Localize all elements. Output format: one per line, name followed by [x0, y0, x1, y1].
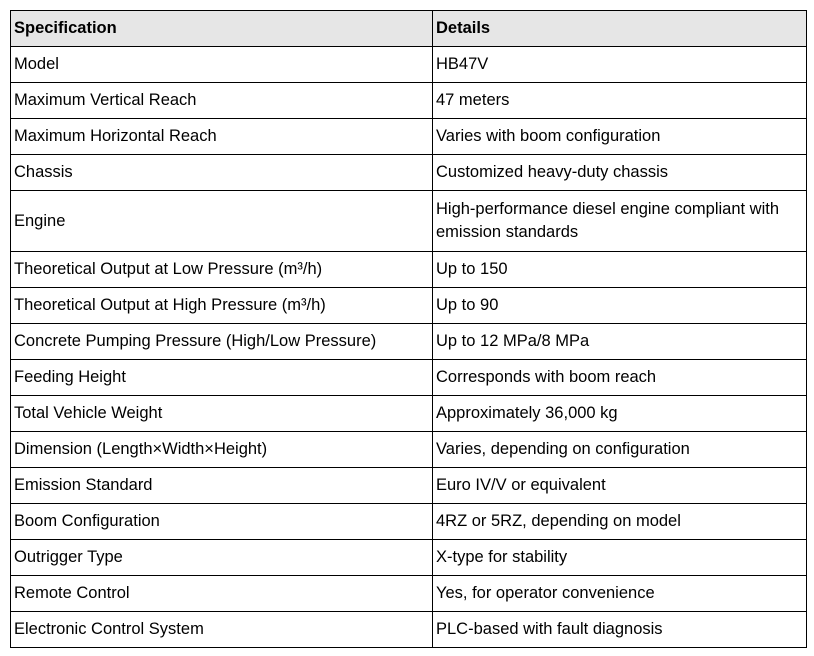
- table-row: [11, 191, 807, 252]
- spec-table: [10, 10, 807, 648]
- spec-detail-cell: High-performance diesel engine compliant with emission standards: [433, 191, 807, 252]
- spec-detail-cell: Up to 90: [433, 288, 807, 324]
- spec-detail-cell: Up to 12 MPa/8 MPa: [433, 324, 807, 360]
- spec-name-cell: Maximum Horizontal Reach: [11, 119, 433, 155]
- table-row: [11, 360, 807, 396]
- spec-detail-cell: Euro IV/V or equivalent: [433, 468, 807, 504]
- table-row: [11, 252, 807, 288]
- spec-name-cell: Electronic Control System: [11, 612, 433, 648]
- spec-name-cell: Dimension (Length×Width×Height): [11, 432, 433, 468]
- spec-detail-cell: 4RZ or 5RZ, depending on model: [433, 504, 807, 540]
- table-row: [11, 47, 807, 83]
- table-row: [11, 468, 807, 504]
- table-row: [11, 432, 807, 468]
- spec-name-cell: Theoretical Output at Low Pressure (m³/h): [11, 252, 433, 288]
- spec-name-cell: Model: [11, 47, 433, 83]
- spec-name-cell: Emission Standard: [11, 468, 433, 504]
- table-row: [11, 324, 807, 360]
- table-header-row: [11, 11, 807, 47]
- spec-name-cell: Boom Configuration: [11, 504, 433, 540]
- spec-name-cell: Total Vehicle Weight: [11, 396, 433, 432]
- spec-detail-cell: Corresponds with boom reach: [433, 360, 807, 396]
- table-row: [11, 540, 807, 576]
- table-row: [11, 119, 807, 155]
- spec-detail-cell: Varies with boom configuration: [433, 119, 807, 155]
- table-row: [11, 155, 807, 191]
- spec-name-cell: Outrigger Type: [11, 540, 433, 576]
- spec-name-cell: Chassis: [11, 155, 433, 191]
- table-row: [11, 396, 807, 432]
- table-row: [11, 288, 807, 324]
- spec-detail-cell: Varies, depending on configuration: [433, 432, 807, 468]
- spec-detail-cell: Yes, for operator convenience: [433, 576, 807, 612]
- spec-detail-cell: Customized heavy-duty chassis: [433, 155, 807, 191]
- spec-detail-cell: Approximately 36,000 kg: [433, 396, 807, 432]
- column-header-specification: Specification: [11, 11, 433, 47]
- column-header-details: Details: [433, 11, 807, 47]
- spec-name-cell: Remote Control: [11, 576, 433, 612]
- spec-detail-cell: 47 meters: [433, 83, 807, 119]
- table-row: [11, 576, 807, 612]
- table-row: [11, 504, 807, 540]
- spec-name-cell: Maximum Vertical Reach: [11, 83, 433, 119]
- spec-detail-cell: X-type for stability: [433, 540, 807, 576]
- spec-detail-cell: Up to 150: [433, 252, 807, 288]
- spec-name-cell: Theoretical Output at High Pressure (m³/h): [11, 288, 433, 324]
- table-row: [11, 612, 807, 648]
- spec-detail-cell: HB47V: [433, 47, 807, 83]
- spec-name-cell: Engine: [11, 191, 433, 252]
- table-row: [11, 83, 807, 119]
- spec-name-cell: Concrete Pumping Pressure (High/Low Pressure): [11, 324, 433, 360]
- spec-detail-cell: PLC-based with fault diagnosis: [433, 612, 807, 648]
- spec-name-cell: Feeding Height: [11, 360, 433, 396]
